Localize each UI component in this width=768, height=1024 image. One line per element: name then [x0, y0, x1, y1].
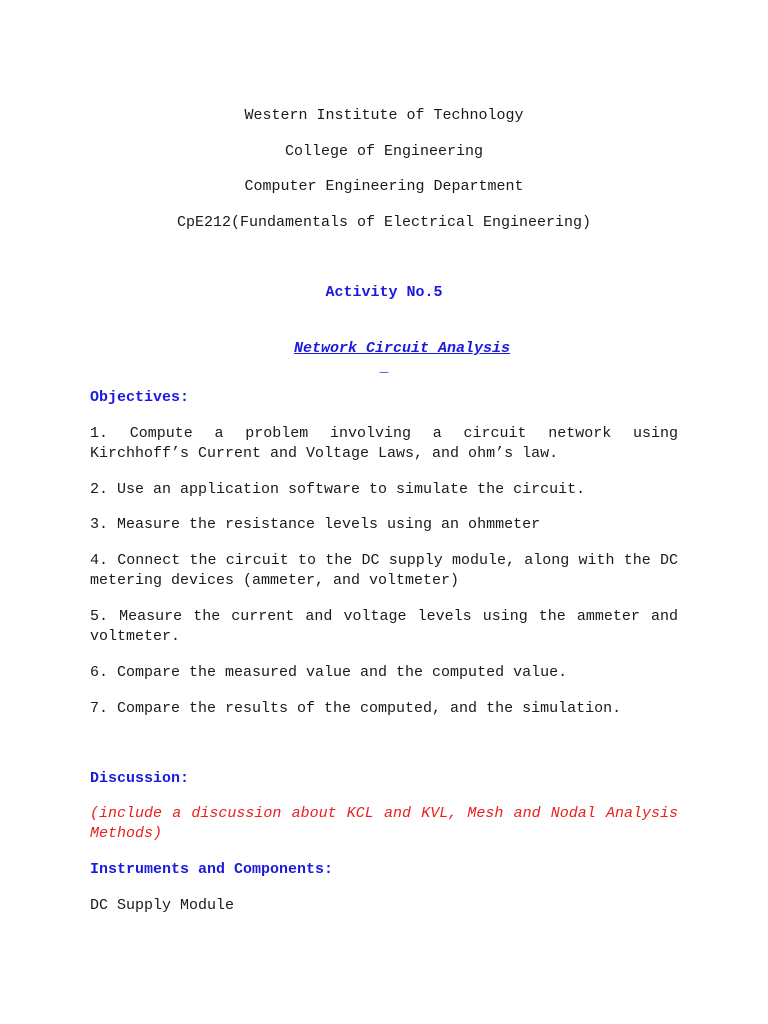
objective-item-4: 4. Connect the circuit to the DC supply module, along with the DC metering devices (ammeter, and voltmeter) — [90, 552, 688, 589]
objective-item-5: 5. Measure the current and voltage levels using the ammeter and voltmeter. — [90, 608, 688, 645]
activity-number: Activity No.5 — [325, 284, 443, 301]
discussion-note: (include a discussion about KCL and KVL, Mesh and Nodal Analysis Methods) — [90, 805, 688, 842]
department-name: Computer Engineering Department — [244, 178, 524, 195]
course-title: CpE212(Fundamentals of Electrical Engineering) — [176, 214, 592, 231]
discussion-heading: Discussion: — [90, 770, 190, 787]
college-name: College of Engineering — [284, 143, 484, 160]
instruments-heading: Instruments and Components: — [90, 861, 334, 878]
activity-title: Network Circuit Analysis — [293, 340, 511, 357]
objective-item-6: 6. Compare the measured value and the computed value. — [90, 664, 568, 681]
underscore-mark: _ — [379, 359, 389, 376]
instrument-item-1: DC Supply Module — [90, 897, 235, 914]
objective-item-1: 1. Compute a problem involving a circuit network using Kirchhoff’s Current and Voltage Laws, and ohm’s law. — [90, 425, 688, 462]
objective-item-7: 7. Compare the results of the computed, and the simulation. — [90, 700, 622, 717]
institute-name: Western Institute of Technology — [244, 107, 524, 124]
objective-item-2: 2. Use an application software to simulate the circuit. — [90, 481, 586, 498]
objectives-heading: Objectives: — [90, 389, 190, 406]
objective-item-3: 3. Measure the resistance levels using an ohmmeter — [90, 516, 541, 533]
